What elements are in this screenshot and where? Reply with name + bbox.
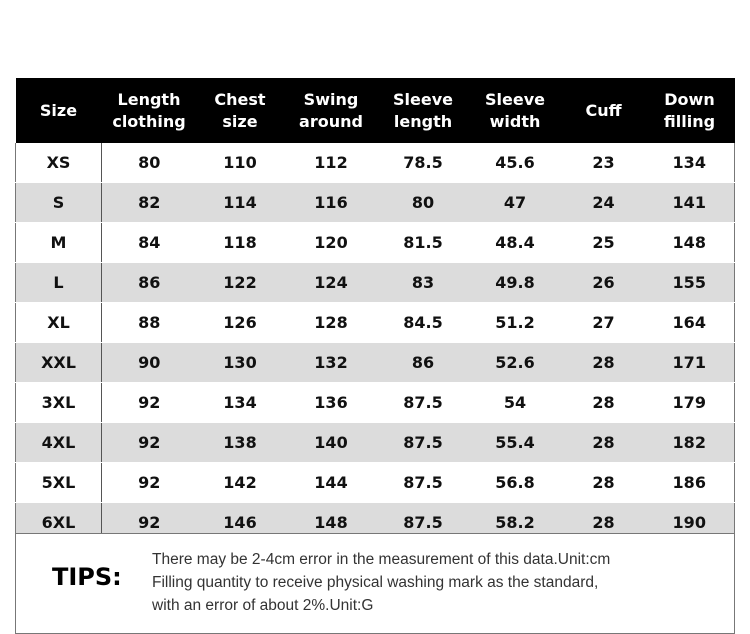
measurement-cell: 28 <box>563 503 645 543</box>
measurement-cell: 120 <box>284 223 379 263</box>
measurement-cell: 130 <box>197 343 284 383</box>
size-cell: L <box>16 263 102 303</box>
measurement-cell: 87.5 <box>379 463 468 503</box>
table-body <box>16 143 735 543</box>
measurement-cell: 28 <box>563 383 645 423</box>
column-header-text: Chest size <box>214 89 266 131</box>
measurement-cell: 87.5 <box>379 503 468 543</box>
measurement-cell: 112 <box>284 143 379 183</box>
tips-line: Filling quantity to receive physical washing mark as the standard, <box>152 574 599 591</box>
measurement-cell: 92 <box>102 463 197 503</box>
measurement-cell: 81.5 <box>379 223 468 263</box>
column-header-text: Sleeve <box>485 89 545 109</box>
measurement-cell: 48.4 <box>468 223 563 263</box>
column-header-text: width <box>489 111 541 131</box>
column-header <box>645 78 735 143</box>
measurement-cell: 124 <box>284 263 379 303</box>
column-header-text: Length <box>117 89 181 109</box>
column-header-text: Down <box>664 89 715 109</box>
measurement-cell: 92 <box>102 423 197 463</box>
measurement-cell: 141 <box>645 183 735 223</box>
size-cell: M <box>16 223 102 263</box>
measurement-cell: 87.5 <box>379 383 468 423</box>
measurement-cell: 28 <box>563 343 645 383</box>
column-header-text: filling <box>663 111 716 131</box>
column-header-text: clothing <box>112 111 186 131</box>
measurement-cell: 25 <box>563 223 645 263</box>
measurement-cell: 54 <box>468 383 563 423</box>
measurement-cell: 122 <box>197 263 284 303</box>
size-cell: XXL <box>16 343 102 383</box>
column-header <box>563 78 645 143</box>
measurement-cell: 80 <box>102 143 197 183</box>
measurement-cell: 92 <box>102 503 197 543</box>
column-header <box>468 78 563 143</box>
measurement-cell: 155 <box>645 263 735 303</box>
measurement-cell: 138 <box>197 423 284 463</box>
tips-box <box>15 533 735 634</box>
size-cell: 3XL <box>16 383 102 423</box>
tips-text <box>152 548 610 617</box>
column-header-text: length <box>393 111 453 131</box>
size-cell: 5XL <box>16 463 102 503</box>
table-row <box>16 463 735 503</box>
measurement-cell: 116 <box>284 183 379 223</box>
tips-line: with an error of about 2%.Unit:G <box>152 597 374 614</box>
measurement-cell: 86 <box>379 343 468 383</box>
measurement-cell: 92 <box>102 383 197 423</box>
measurement-cell: 84.5 <box>379 303 468 343</box>
measurement-cell: 190 <box>645 503 735 543</box>
table-row <box>16 183 735 223</box>
tips-line: There may be 2-4cm error in the measurement of this data.Unit:cm <box>152 551 611 568</box>
size-cell: S <box>16 183 102 223</box>
table-row <box>16 223 735 263</box>
column-header-text: Size <box>39 100 78 120</box>
measurement-cell: 52.6 <box>468 343 563 383</box>
measurement-cell: 182 <box>645 423 735 463</box>
column-header <box>379 78 468 143</box>
measurement-cell: 84 <box>102 223 197 263</box>
measurement-cell: 23 <box>563 143 645 183</box>
table-row <box>16 143 735 183</box>
measurement-cell: 27 <box>563 303 645 343</box>
measurement-cell: 47 <box>468 183 563 223</box>
measurement-cell: 49.8 <box>468 263 563 303</box>
size-cell: 4XL <box>16 423 102 463</box>
measurement-cell: 28 <box>563 423 645 463</box>
measurement-cell: 128 <box>284 303 379 343</box>
measurement-cell: 148 <box>284 503 379 543</box>
measurement-cell: 78.5 <box>379 143 468 183</box>
measurement-cell: 164 <box>645 303 735 343</box>
measurement-cell: 132 <box>284 343 379 383</box>
measurement-cell: 90 <box>102 343 197 383</box>
column-header <box>284 78 379 143</box>
measurement-cell: 28 <box>563 463 645 503</box>
measurement-cell: 136 <box>284 383 379 423</box>
column-header-text: Swing <box>303 89 359 109</box>
measurement-cell: 118 <box>197 223 284 263</box>
measurement-cell: 56.8 <box>468 463 563 503</box>
measurement-cell: 186 <box>645 463 735 503</box>
measurement-cell: 126 <box>197 303 284 343</box>
measurement-cell: 140 <box>284 423 379 463</box>
measurement-cell: 171 <box>645 343 735 383</box>
measurement-cell: 83 <box>379 263 468 303</box>
measurement-cell: 144 <box>284 463 379 503</box>
measurement-cell: 58.2 <box>468 503 563 543</box>
size-cell: XL <box>16 303 102 343</box>
column-header <box>16 78 102 143</box>
column-header-text: Sleeve <box>393 89 453 109</box>
table-header-row <box>16 78 735 143</box>
measurement-cell: 114 <box>197 183 284 223</box>
table-row <box>16 303 735 343</box>
measurement-cell: 82 <box>102 183 197 223</box>
measurement-cell: 87.5 <box>379 423 468 463</box>
measurement-cell: 148 <box>645 223 735 263</box>
measurement-cell: 55.4 <box>468 423 563 463</box>
measurement-cell: 146 <box>197 503 284 543</box>
column-header-text: Cuff <box>585 100 622 120</box>
measurement-cell: 134 <box>197 383 284 423</box>
measurement-cell: 134 <box>645 143 735 183</box>
measurement-cell: 26 <box>563 263 645 303</box>
measurement-cell: 24 <box>563 183 645 223</box>
column-header <box>102 78 197 143</box>
measurement-cell: 179 <box>645 383 735 423</box>
measurement-cell: 51.2 <box>468 303 563 343</box>
measurement-cell: 86 <box>102 263 197 303</box>
size-cell: 6XL <box>16 503 102 543</box>
table-row <box>16 383 735 423</box>
measurement-cell: 110 <box>197 143 284 183</box>
table-row <box>16 343 735 383</box>
tips-title: TIPS: <box>52 563 122 591</box>
table-row <box>16 423 735 463</box>
measurement-cell: 80 <box>379 183 468 223</box>
column-header <box>197 78 284 143</box>
size-cell: XS <box>16 143 102 183</box>
size-table <box>15 78 735 543</box>
table-row <box>16 263 735 303</box>
measurement-cell: 45.6 <box>468 143 563 183</box>
measurement-cell: 88 <box>102 303 197 343</box>
size-chart <box>15 78 735 634</box>
measurement-cell: 142 <box>197 463 284 503</box>
column-header-text: around <box>299 111 363 131</box>
